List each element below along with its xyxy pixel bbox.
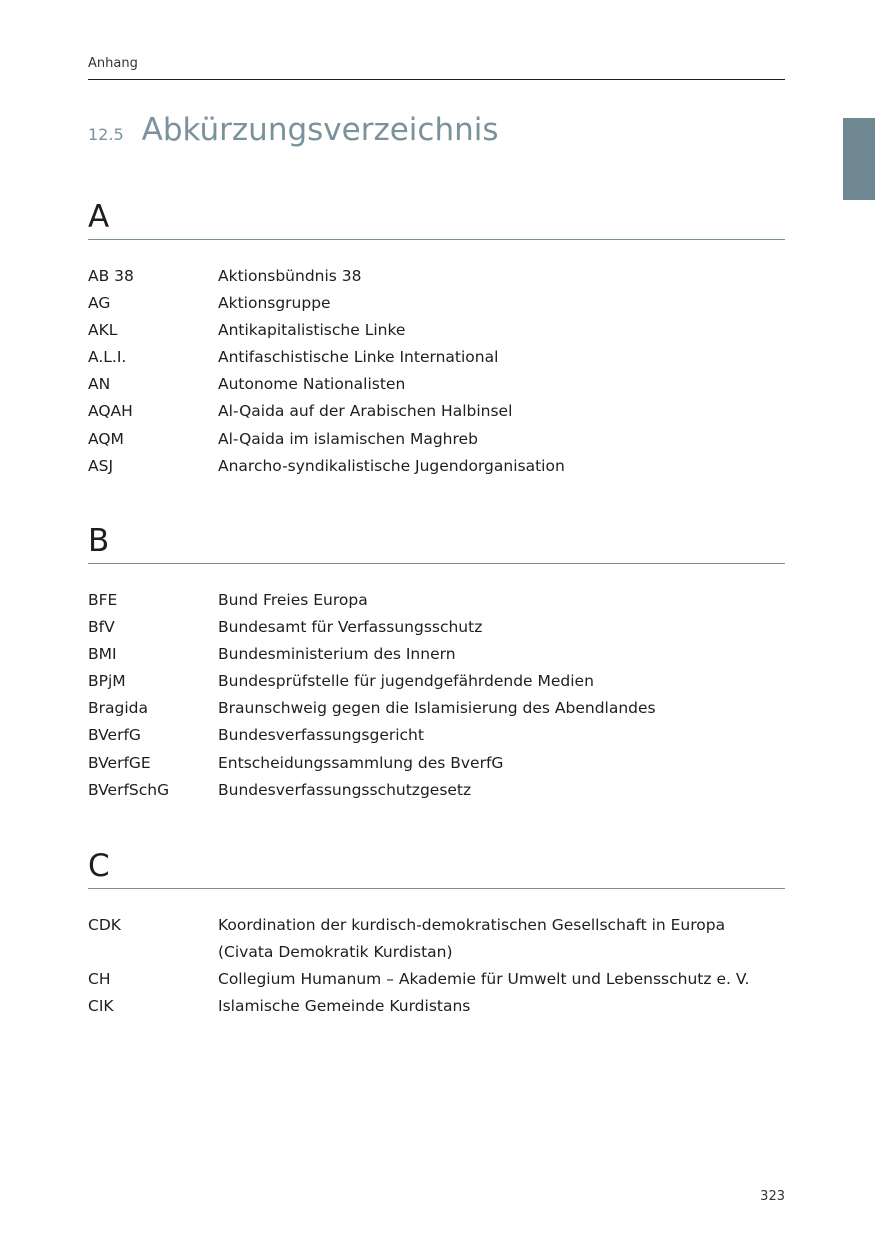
meaning: Bundesverfassungsgericht bbox=[218, 726, 424, 745]
header-rule bbox=[88, 79, 785, 80]
abbreviation: A.L.I. bbox=[88, 348, 127, 367]
meaning: Braunschweig gegen die Islamisierung des Abendlandes bbox=[218, 699, 656, 718]
chapter-title: Abkürzungsverzeichnis bbox=[141, 112, 499, 148]
meaning: Aktionsbündnis 38 bbox=[218, 267, 362, 285]
entry-row bbox=[88, 777, 785, 804]
section-rule bbox=[88, 888, 785, 889]
entry-row bbox=[88, 966, 785, 993]
abbreviation: CDK bbox=[88, 916, 121, 934]
running-head: Anhang bbox=[88, 56, 138, 71]
entry-row bbox=[88, 614, 785, 641]
section-letter: A bbox=[88, 199, 110, 235]
meaning: Al-Qaida im islamischen Maghreb bbox=[218, 429, 478, 448]
section-rule bbox=[88, 563, 785, 564]
abbreviation: CH bbox=[88, 970, 111, 989]
abbreviation: BVerfG bbox=[88, 726, 141, 745]
chapter-number: 12.5 bbox=[88, 125, 124, 144]
meaning: Anarcho-syndikalistische Jugendorganisation bbox=[218, 456, 565, 475]
entry-row bbox=[88, 371, 785, 398]
entry-row bbox=[88, 912, 785, 939]
entry-row bbox=[88, 587, 785, 614]
meaning: Entscheidungssammlung des BverfG bbox=[218, 753, 504, 772]
abbreviation: BFE bbox=[88, 591, 118, 609]
meaning: Antikapitalistische Linke bbox=[218, 321, 406, 340]
abbreviation: AB 38 bbox=[88, 267, 134, 285]
section-a bbox=[88, 197, 785, 480]
meaning: Bundesamt für Verfassungsschutz bbox=[218, 618, 483, 637]
entry-row bbox=[88, 641, 785, 668]
entry-list bbox=[88, 912, 785, 1020]
meaning: (Civata Demokratik Kurdistan) bbox=[218, 943, 453, 962]
abbreviation: BPjM bbox=[88, 672, 126, 691]
abbreviation: ASJ bbox=[88, 456, 114, 475]
page-number: 323 bbox=[760, 1189, 785, 1204]
abbreviation bbox=[88, 939, 218, 966]
meaning: Aktionsgruppe bbox=[218, 294, 331, 313]
entry-row bbox=[88, 426, 785, 453]
section-letter: B bbox=[88, 523, 110, 559]
entry-list bbox=[88, 587, 785, 804]
meaning: Bundesministerium des Innern bbox=[218, 645, 456, 664]
entry-row bbox=[88, 668, 785, 695]
entry-row bbox=[88, 317, 785, 344]
entry-row bbox=[88, 750, 785, 777]
meaning: Al-Qaida auf der Arabischen Halbinsel bbox=[218, 402, 513, 421]
section-c bbox=[88, 846, 785, 1020]
abbreviation: Bragida bbox=[88, 699, 148, 718]
meaning: Bund Freies Europa bbox=[218, 591, 368, 609]
section-letter: C bbox=[88, 848, 110, 884]
abbreviation: BfV bbox=[88, 618, 115, 637]
abbreviation: BVerfGE bbox=[88, 753, 151, 772]
meaning: Autonome Nationalisten bbox=[218, 375, 406, 394]
entry-row bbox=[88, 263, 785, 290]
abbreviation: BMI bbox=[88, 645, 117, 664]
entry-row bbox=[88, 695, 785, 722]
entry-list bbox=[88, 263, 785, 480]
meaning: Koordination der kurdisch-demokratischen Gesellschaft in Europa bbox=[218, 916, 726, 934]
abbreviation: AG bbox=[88, 294, 111, 313]
meaning: Collegium Humanum – Akademie für Umwelt und Lebensschutz e. V. bbox=[218, 970, 750, 989]
chapter-thumb-tab bbox=[843, 118, 875, 200]
entry-row bbox=[88, 398, 785, 425]
abbreviation: AN bbox=[88, 375, 111, 394]
meaning: Islamische Gemeinde Kurdistans bbox=[218, 997, 471, 1016]
abbreviation: CIK bbox=[88, 997, 114, 1016]
chapter-heading bbox=[88, 112, 499, 148]
meaning: Bundesverfassungsschutzgesetz bbox=[218, 780, 472, 799]
section-rule bbox=[88, 239, 785, 240]
abbreviation: BVerfSchG bbox=[88, 780, 170, 799]
entry-row bbox=[88, 453, 785, 480]
entry-row bbox=[88, 344, 785, 371]
meaning: Antifaschistische Linke International bbox=[218, 348, 499, 367]
abbreviation: AQM bbox=[88, 429, 124, 448]
entry-row bbox=[88, 290, 785, 317]
entry-row bbox=[88, 993, 785, 1020]
meaning: Bundesprüfstelle für jugendgefährdende Medien bbox=[218, 672, 594, 691]
section-b bbox=[88, 521, 785, 804]
entry-row bbox=[88, 939, 785, 966]
entry-row bbox=[88, 722, 785, 749]
abbreviation: AQAH bbox=[88, 402, 133, 421]
abbreviation: AKL bbox=[88, 321, 118, 340]
